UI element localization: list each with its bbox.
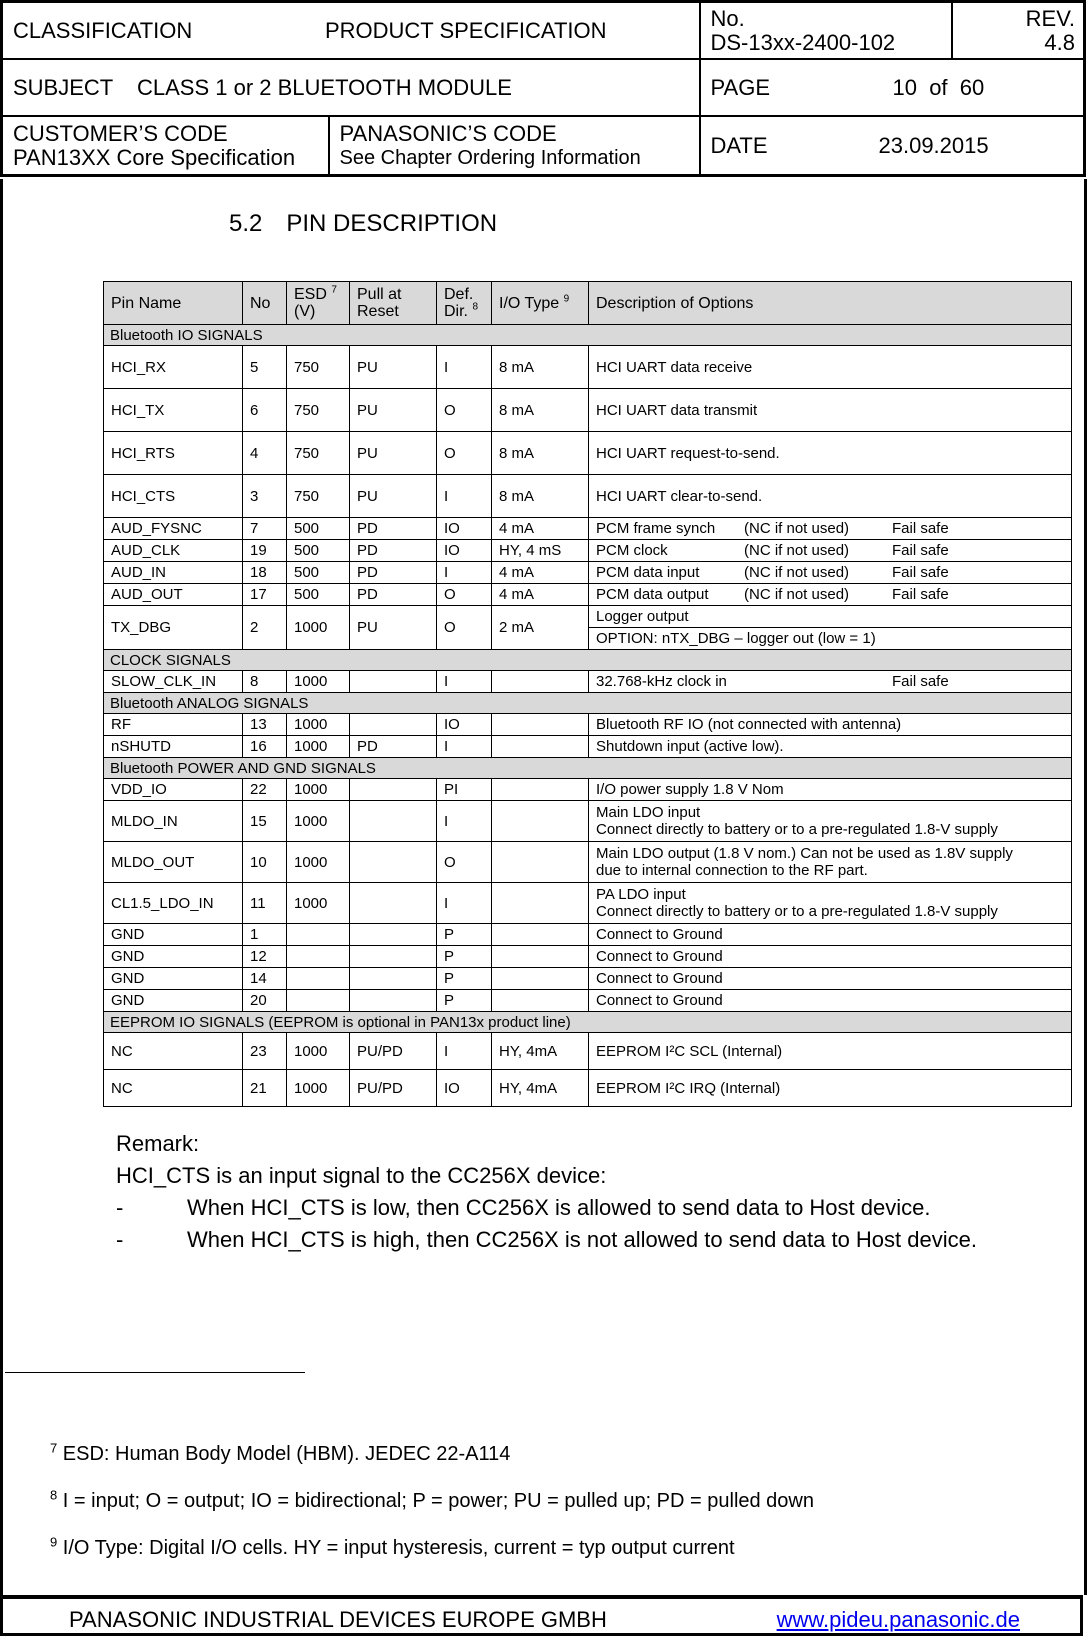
pin-dir: IO <box>437 714 492 736</box>
def-label-1: Def. <box>444 286 474 303</box>
pin-pull: PD <box>350 736 437 758</box>
pin-esd: 750 <box>287 346 350 389</box>
pin-pull <box>350 883 437 924</box>
page-label: PAGE <box>710 74 771 100</box>
group-row <box>104 1012 1072 1033</box>
remark-intro: HCI_CTS is an input signal to the CC256X device: <box>116 1163 607 1188</box>
pin-esd: 500 <box>287 562 350 584</box>
pin-dir: O <box>437 584 492 606</box>
pin-esd: 1000 <box>287 883 350 924</box>
pin-esd: 1000 <box>287 1070 350 1107</box>
pin-dir: O <box>437 606 492 650</box>
pin-description-option: OPTION: nTX_DBG – logger out (low = 1) <box>589 628 1072 650</box>
pin-description: HCI UART data receive <box>589 346 1072 389</box>
table-row <box>104 562 1072 584</box>
bullet-text: When HCI_CTS is low, then CC256X is allowed to send data to Host device. <box>187 1195 931 1220</box>
desc-function: PCM clock <box>596 542 668 559</box>
desc-note: (NC if not used) <box>744 586 850 603</box>
pin-name: MLDO_IN <box>104 801 243 842</box>
desc-failsafe: Fail safe <box>892 542 949 559</box>
pin-description <box>589 518 1072 540</box>
pin-no: 19 <box>243 540 287 562</box>
pin-io-type <box>492 801 589 842</box>
table-row <box>104 584 1072 606</box>
pin-io-type: 2 mA <box>492 606 589 650</box>
pin-dir: PI <box>437 779 492 801</box>
pin-dir: IO <box>437 518 492 540</box>
table-row <box>104 518 1072 540</box>
io-footnote-ref: 9 <box>563 293 570 305</box>
pin-io-type: HY, 4 mS <box>492 540 589 562</box>
pin-pull <box>350 671 437 693</box>
pin-dir: IO <box>437 540 492 562</box>
pin-no: 21 <box>243 1070 287 1107</box>
pin-pull: PU <box>350 475 437 518</box>
group-label: EEPROM IO SIGNALS (EEPROM is optional in PAN13x product line) <box>104 1012 1072 1033</box>
col-header-description: Description of Options <box>589 282 1072 325</box>
pin-no: 16 <box>243 736 287 758</box>
table-row <box>104 606 1072 628</box>
footnote-number: 8 <box>50 1487 58 1503</box>
desc-failsafe: Fail safe <box>892 586 949 603</box>
revision-cell <box>952 2 1085 60</box>
pin-dir: I <box>437 671 492 693</box>
pin-esd: 1000 <box>287 842 350 883</box>
classification-label: CLASSIFICATION <box>13 17 193 43</box>
table-row <box>104 990 1072 1012</box>
pin-no: 22 <box>243 779 287 801</box>
pin-io-type: 8 mA <box>492 432 589 475</box>
pin-io-type: 4 mA <box>492 584 589 606</box>
page-frame-left <box>0 179 3 1595</box>
pin-no: 1 <box>243 924 287 946</box>
pin-no: 4 <box>243 432 287 475</box>
pin-pull <box>350 714 437 736</box>
pin-esd <box>287 990 350 1012</box>
footnote-9 <box>50 1534 814 1560</box>
pin-description: Logger output <box>589 606 1072 628</box>
pin-no: 18 <box>243 562 287 584</box>
pin-dir: I <box>437 883 492 924</box>
pin-no: 12 <box>243 946 287 968</box>
col-header-io-type <box>492 282 589 325</box>
pin-name: GND <box>104 968 243 990</box>
company-name: PANASONIC INDUSTRIAL DEVICES EUROPE GMBH <box>69 1607 607 1632</box>
desc-line-1: Main LDO output (1.8 V nom.) Can not be used as 1.8V supply <box>596 845 1013 862</box>
pin-esd: 1000 <box>287 779 350 801</box>
pin-name: AUD_FYSNC <box>104 518 243 540</box>
desc-line-2: Connect directly to battery or to a pre-regulated 1.8-V supply <box>596 821 998 838</box>
col-header-def-dir <box>437 282 492 325</box>
customer-code-cell <box>2 116 329 176</box>
table-header-row <box>104 282 1072 325</box>
panasonic-code-label: PANASONIC’S CODE <box>339 120 557 146</box>
table-row <box>104 779 1072 801</box>
table-row <box>104 1070 1072 1107</box>
pin-io-type: 8 mA <box>492 346 589 389</box>
table-row <box>104 883 1072 924</box>
website-link[interactable]: www.pideu.panasonic.de <box>776 1607 1020 1632</box>
esd-unit: (V) <box>294 303 316 320</box>
pin-io-type: 4 mA <box>492 518 589 540</box>
doc-number-cell <box>700 2 952 60</box>
pin-io-type <box>492 946 589 968</box>
pin-name: HCI_RTS <box>104 432 243 475</box>
pin-io-type <box>492 968 589 990</box>
def-label-2: Dir. <box>444 303 468 320</box>
pin-name: NC <box>104 1070 243 1107</box>
pin-io-type <box>492 842 589 883</box>
pin-esd <box>287 946 350 968</box>
bullet-dash: - <box>116 1195 124 1220</box>
pin-io-type <box>492 714 589 736</box>
date-cell <box>700 116 1085 176</box>
table-row <box>104 924 1072 946</box>
desc-failsafe: Fail safe <box>892 673 949 690</box>
col-header-no: No <box>243 282 287 325</box>
pin-io-type: 8 mA <box>492 475 589 518</box>
desc-function: 32.768-kHz clock in <box>596 673 727 690</box>
footnote-hr <box>5 1372 305 1373</box>
pin-no: 7 <box>243 518 287 540</box>
table-row <box>104 475 1072 518</box>
table-row <box>104 346 1072 389</box>
pin-no: 8 <box>243 671 287 693</box>
doc-type: PRODUCT SPECIFICATION <box>324 17 607 43</box>
pin-io-type: 8 mA <box>492 389 589 432</box>
bullet-text: When HCI_CTS is high, then CC256X is not allowed to send data to Host device. <box>187 1227 977 1252</box>
pin-no: 15 <box>243 801 287 842</box>
pin-description <box>589 883 1072 924</box>
pin-description <box>589 801 1072 842</box>
pin-esd: 1000 <box>287 606 350 650</box>
pin-esd: 500 <box>287 584 350 606</box>
pin-name: TX_DBG <box>104 606 243 650</box>
pin-name: VDD_IO <box>104 779 243 801</box>
table-row <box>104 671 1072 693</box>
pin-esd: 1000 <box>287 671 350 693</box>
table-row <box>104 540 1072 562</box>
pin-description-table <box>103 281 1072 1107</box>
group-label: CLOCK SIGNALS <box>104 650 1072 671</box>
pin-name: AUD_IN <box>104 562 243 584</box>
pin-esd: 1000 <box>287 736 350 758</box>
pin-name: nSHUTD <box>104 736 243 758</box>
section-heading: PIN DESCRIPTION <box>286 210 498 237</box>
pin-description: EEPROM I²C SCL (Internal) <box>589 1033 1072 1070</box>
panasonic-code-value: See Chapter Ordering Information <box>339 146 641 169</box>
group-row <box>104 758 1072 779</box>
pin-no: 13 <box>243 714 287 736</box>
pin-name: HCI_RX <box>104 346 243 389</box>
footnote-text: I = input; O = output; IO = bidirectional; P = power; PU = pulled up; PD = pulled down <box>62 1490 814 1512</box>
pin-no: 23 <box>243 1033 287 1070</box>
group-row <box>104 325 1072 346</box>
pin-pull <box>350 924 437 946</box>
date-label: DATE <box>710 132 768 158</box>
footnotes <box>50 1440 814 1584</box>
pin-pull: PD <box>350 584 437 606</box>
pin-name: GND <box>104 924 243 946</box>
subject-label: SUBJECT <box>13 74 114 100</box>
pin-no: 20 <box>243 990 287 1012</box>
pin-esd: 1000 <box>287 714 350 736</box>
doc-number: DS-13xx-2400-102 <box>710 29 896 55</box>
pin-name: CL1.5_LDO_IN <box>104 883 243 924</box>
pin-name: RF <box>104 714 243 736</box>
remark-title: Remark: <box>116 1131 200 1156</box>
pin-no: 14 <box>243 968 287 990</box>
pin-io-type <box>492 883 589 924</box>
pin-io-type <box>492 990 589 1012</box>
pin-io-type <box>492 671 589 693</box>
footnote-7 <box>50 1440 814 1466</box>
def-footnote-ref: 8 <box>472 301 479 313</box>
table-row <box>104 968 1072 990</box>
pin-pull <box>350 842 437 883</box>
desc-line-2: due to internal connection to the RF part. <box>596 862 868 879</box>
pin-description: HCI UART request-to-send. <box>589 432 1072 475</box>
panasonic-code-cell <box>329 116 700 176</box>
table-row <box>104 1033 1072 1070</box>
pin-dir: I <box>437 801 492 842</box>
pin-description <box>589 562 1072 584</box>
pin-description: I/O power supply 1.8 V Nom <box>589 779 1072 801</box>
classification-cell <box>2 2 700 60</box>
group-label: Bluetooth ANALOG SIGNALS <box>104 693 1072 714</box>
pin-no: 17 <box>243 584 287 606</box>
pin-pull <box>350 990 437 1012</box>
esd-label: ESD <box>294 286 327 303</box>
revision-value: 4.8 <box>1044 29 1075 55</box>
page-cell <box>700 59 1085 116</box>
table-row <box>104 946 1072 968</box>
desc-line-2: Connect directly to battery or to a pre-regulated 1.8-V supply <box>596 903 998 920</box>
col-header-pull <box>350 282 437 325</box>
pin-dir: I <box>437 475 492 518</box>
doc-number-label: No. <box>710 5 745 31</box>
pin-dir: O <box>437 432 492 475</box>
pin-esd: 750 <box>287 475 350 518</box>
desc-note: (NC if not used) <box>744 542 850 559</box>
pin-dir: P <box>437 924 492 946</box>
pin-dir: P <box>437 946 492 968</box>
section-number: 5.2 <box>229 210 263 237</box>
pin-esd: 750 <box>287 389 350 432</box>
pin-description: EEPROM I²C IRQ (Internal) <box>589 1070 1072 1107</box>
footnote-number: 7 <box>50 1440 58 1456</box>
pull-label-1: Pull at <box>357 286 402 303</box>
customer-code-value: PAN13XX Core Specification <box>13 144 296 170</box>
pin-description: Connect to Ground <box>589 990 1072 1012</box>
footnote-number: 9 <box>50 1534 58 1550</box>
table-row <box>104 432 1072 475</box>
table-row <box>104 842 1072 883</box>
page-footer <box>0 1595 1083 1636</box>
pin-description: Connect to Ground <box>589 946 1072 968</box>
pin-description: Connect to Ground <box>589 924 1072 946</box>
page-value: 10 of 60 <box>892 74 985 100</box>
group-row <box>104 693 1072 714</box>
pin-io-type <box>492 924 589 946</box>
pin-name: HCI_TX <box>104 389 243 432</box>
table-row <box>104 389 1072 432</box>
pin-description: Shutdown input (active low). <box>589 736 1072 758</box>
pin-io-type <box>492 736 589 758</box>
pin-dir: IO <box>437 1070 492 1107</box>
col-header-pin-name: Pin Name <box>104 282 243 325</box>
pin-pull: PU <box>350 346 437 389</box>
group-label: Bluetooth POWER AND GND SIGNALS <box>104 758 1072 779</box>
pull-label-2: Reset <box>357 303 399 320</box>
section-title <box>229 210 497 238</box>
pin-esd <box>287 968 350 990</box>
bullet-dash: - <box>116 1227 124 1252</box>
table-row <box>104 801 1072 842</box>
pin-pull: PU <box>350 606 437 650</box>
desc-failsafe: Fail safe <box>892 520 949 537</box>
pin-no: 10 <box>243 842 287 883</box>
esd-footnote-ref: 7 <box>331 284 337 296</box>
pin-description: HCI UART clear-to-send. <box>589 475 1072 518</box>
pin-no: 5 <box>243 346 287 389</box>
pin-pull <box>350 946 437 968</box>
pin-dir: O <box>437 842 492 883</box>
pin-pull: PD <box>350 518 437 540</box>
pin-name: SLOW_CLK_IN <box>104 671 243 693</box>
date-value: 23.09.2015 <box>878 132 989 158</box>
footnote-text: I/O Type: Digital I/O cells. HY = input hysteresis, current = typ output current <box>62 1537 735 1559</box>
pin-esd: 1000 <box>287 801 350 842</box>
pin-io-type: 4 mA <box>492 562 589 584</box>
table-row <box>104 736 1072 758</box>
footnote-text: ESD: Human Body Model (HBM). JEDEC 22-A114 <box>62 1443 511 1465</box>
revision-label: REV. <box>1025 5 1075 31</box>
desc-line-1: Main LDO input <box>596 804 701 821</box>
pin-pull: PU <box>350 432 437 475</box>
pin-name: HCI_CTS <box>104 475 243 518</box>
pin-name: AUD_CLK <box>104 540 243 562</box>
pin-description: Bluetooth RF IO (not connected with antenna) <box>589 714 1072 736</box>
pin-dir: I <box>437 1033 492 1070</box>
remark-bullet <box>116 1192 977 1224</box>
pin-description <box>589 842 1072 883</box>
pin-dir: I <box>437 346 492 389</box>
pin-dir: P <box>437 968 492 990</box>
desc-function: PCM data input <box>596 564 700 581</box>
footnote-8 <box>50 1487 814 1513</box>
remark-block <box>116 1128 977 1256</box>
pin-name: GND <box>104 946 243 968</box>
document-header <box>0 0 1086 177</box>
subject-value: CLASS 1 or 2 BLUETOOTH MODULE <box>137 74 512 100</box>
pin-pull: PD <box>350 540 437 562</box>
pin-pull: PU <box>350 389 437 432</box>
desc-failsafe: Fail safe <box>892 564 949 581</box>
pin-esd <box>287 924 350 946</box>
pin-name: GND <box>104 990 243 1012</box>
group-row <box>104 650 1072 671</box>
pin-dir: O <box>437 389 492 432</box>
pin-pull <box>350 779 437 801</box>
customer-code-label: CUSTOMER’S CODE <box>13 120 228 146</box>
pin-description: Connect to Ground <box>589 968 1072 990</box>
table-row <box>104 714 1072 736</box>
pin-pull: PU/PD <box>350 1033 437 1070</box>
pin-dir: I <box>437 562 492 584</box>
pin-no: 11 <box>243 883 287 924</box>
pin-pull <box>350 801 437 842</box>
io-type-label: I/O Type <box>499 294 560 312</box>
pin-name: AUD_OUT <box>104 584 243 606</box>
col-header-esd <box>287 282 350 325</box>
pin-pull: PD <box>350 562 437 584</box>
pin-pull <box>350 968 437 990</box>
pin-description <box>589 584 1072 606</box>
desc-function: PCM data output <box>596 586 709 603</box>
pin-no: 6 <box>243 389 287 432</box>
pin-io-type: HY, 4mA <box>492 1033 589 1070</box>
pin-description: HCI UART data transmit <box>589 389 1072 432</box>
desc-note: (NC if not used) <box>744 564 850 581</box>
pin-description <box>589 671 1072 693</box>
pin-name: MLDO_OUT <box>104 842 243 883</box>
pin-no: 2 <box>243 606 287 650</box>
desc-note: (NC if not used) <box>744 520 850 537</box>
subject-cell <box>2 59 700 116</box>
desc-function: PCM frame synch <box>596 520 716 537</box>
pin-pull: PU/PD <box>350 1070 437 1107</box>
pin-name: NC <box>104 1033 243 1070</box>
pin-dir: I <box>437 736 492 758</box>
pin-no: 3 <box>243 475 287 518</box>
pin-esd: 500 <box>287 518 350 540</box>
pin-dir: P <box>437 990 492 1012</box>
desc-line-1: PA LDO input <box>596 886 686 903</box>
pin-description <box>589 540 1072 562</box>
pin-esd: 750 <box>287 432 350 475</box>
group-label: Bluetooth IO SIGNALS <box>104 325 1072 346</box>
pin-io-type <box>492 779 589 801</box>
remark-bullet <box>116 1224 977 1256</box>
pin-io-type: HY, 4mA <box>492 1070 589 1107</box>
pin-esd: 1000 <box>287 1033 350 1070</box>
pin-esd: 500 <box>287 540 350 562</box>
